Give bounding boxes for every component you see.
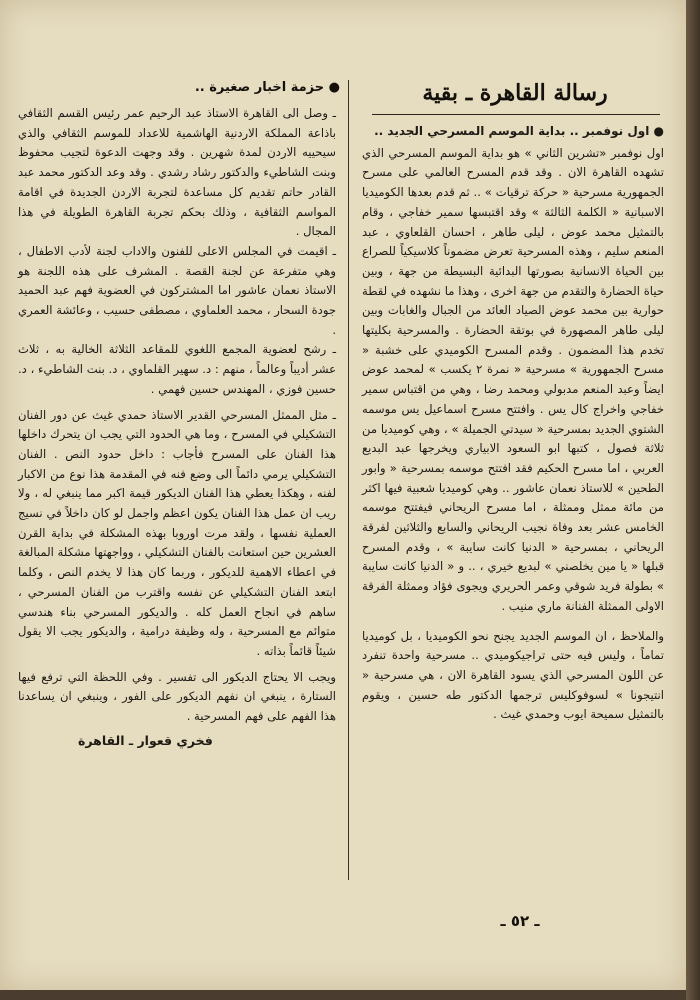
right-column-subhead: ● اول نوفمبر .. بداية الموسم المسرحي الجديد .. <box>374 124 664 138</box>
news-item-4: ـ مثل الممثل المسرحي القدير الاستاذ حمدي غيث عن دور الفنان التشكيلي في المسرح ، وما هي الحدود التي يجب ان يتحرك داخلها هذا الفنان على المسرح فأجاب : داخل حدود النص . الفنان التشكيلي يرمي دائماً الى وضع فنه في المقدمة هذا نوع من الاكبار لفنه ، وهكذا يعطي هذا الفنان الديكور قيمة اكبر مما ينبغي له ، ولا ريب ان عمل هذا الفنان يكون اعظم واجمل لو كان داخلاً في نسيج العملية نفسها ، ولقد مرت اوروبا بهذه المشكلة في بداية القرن العشرين حين استعانت بالفنان التشكيلي ، وواجهتها مشكلة المبالغة في اعطاء الاهمية للديكور ، وربما كان هذا لا يخدم النص ، وكلما ابتعد الفنان التشكيلي عن نفسه واقترب من الفنان المسرحي ، ساهم في انجاح العمل كله . والديكور المسرحي بناء هندسي متوائم مع المسرحية ، وله وظيفة درامية ، والديكور يجب الا يقول شيئاً قائماً بذاته . <box>18 407 336 658</box>
news-item-3: ـ رشح لعضوية المجمع اللغوي للمقاعد الثلاثة الخالية به ، ثلاث عشر أديباً وعالماً ، منهم : د. سهير القلماوي ، د. بنت الشاطيء ، د. حسين فوزي ، المهندس حسين فهمي . <box>18 342 336 396</box>
book-spine <box>686 0 700 1000</box>
page-bottom-edge <box>0 990 686 1000</box>
column-divider <box>348 80 349 880</box>
author-signature: فخري قعوار ـ القاهرة <box>78 732 213 748</box>
right-paragraph-1: اول نوفمبر «تشرين الثاني » هو بداية الموسم المسرحي الذي تشهده القاهرة الان . وقد قدم المسرح العالمي على مسرح الجمهورية مسرحية « حركة ترقيات » .. ثم قدم بعدها الكوميديا الاسبانية « الكلمة الثالثة » وقد اقتبسها سمير خفاجي ، وقام بالتمثيل محمد عوض ، ليلى طاهر ، احسان القلعاوي ، عبد المنعم سليم ، وهذه المسرحية تعرض مضموناً كلاسيكياً للصراع بين الحياة الانسانية بصورتها البدائية البسيطة من جهة ، وبين حياة الحضارة والتقدم من جهة اخرى ، وهذا ما نشهده في لقطة حوارية بين محمد عوض الصياد العائد من الجبال والغابات وبين ليلى طاهر المصهورة في بوتقة الحضارة . والمسرحية بكليتها تخدم هذا المضمون . وقدم المسرح الكوميدي على خشبة « مسرح الجمهورية » مسرحية « نمرة ٢ يكسب » لمحمد عوض ايضاً وعبد المنعم مدبولي ومحمد رضا ، وهي من اقتباس سمير خفاجي واخراج كال يس . وافتتح مسرح اسماعيل يس موسمه الشتوي الجديد بمسرحية « سيدتي الجميلة » ، وهي كوميديا من ثلاثة فصول ، كتبها ابو السعود الابياري ويخرجها عبد البديع العربي ، اما مسرح الحكيم فقد افتتح موسمه بمسرحية « وابور الطحين » للاستاذ نعمان عاشور .. وهي كوميديا شعبية فيها اكثر من مائة ممثل وممثلة ، اما مسرح الريحاني فيفتتح موسمه الخامس عشر بعد وفاة نجيب الريحاني والسابع والثلاثين لفرقة الريحاني ، بمسرحية « الدنيا كانت سايبة » ، وقدم المسرح قبلها « يا مين يخلصني » لبديع خيري ، .. و « الدنيا كانت سايبة » بطولة فريد شوقي وعمر الحريري ويجوى فؤاد وممثلة الفرقة الاولى الممثلة الفنانة ماري منيب . <box>362 145 665 613</box>
news-item-5: ويجب الا يحتاج الديكور الى تفسير . وفي اللحظة التي ترفع فيها الستارة ، ينبغي ان نفهم الديكور على الفور ، وينبغي ان يساعدنا هذا الفهم على فهم المسرحية . <box>18 669 336 724</box>
article-title: رسالة القاهرة ـ بقية <box>422 80 608 106</box>
left-column <box>18 104 336 751</box>
news-section-heading: ● حزمة اخبار صغيرة .. <box>194 80 340 95</box>
news-item-2: ـ اقيمت في المجلس الاعلى للفنون والاداب لجنة لأدب الاطفال ، وهي متفرعة عن لجنة القصة . المشرف على هذه اللجنة هو الاستاذ نعمان عاشور اما المشتركون في العضوية فهم عبد الحميد جودة السحار ، محمد العلماوي ، مصطفى حسيب ، وعائشة العمري . <box>18 243 336 337</box>
title-underline <box>372 114 660 115</box>
right-paragraph-2: والملاحظ ، ان الموسم الجديد يجنح نحو الكوميديا ، بل كوميديا تماماً ، وليس فيه حتى تراجيكوميدي .. مسرحية واحدة تنفرد عن اللون المسرحي الذي يسود القاهرة الان ، هي مسرحية « انتيجونا » لسوفوكليس ترجمها الدكتور طه حسين ، ويقوم بالتمثيل سميحة ايوب وحمدي غيث . <box>362 628 664 722</box>
news-item-1: ـ وصل الى القاهرة الاستاذ عبد الرحيم عمر رئيس القسم الثقافي باذاعة المملكة الاردنية الهاشمية للاعداد للموسم الثقافي والذي سيحييه الاردن لمدة شهرين . وقد وجهت الدعوة لتجيب محفوظ وبنت الشاطيء والدكتور رشاد رشدي . وقد وعد الدكتور محمد عبد القادر حاتم تقديم كل مساعدة لتجربة الاردن الجديدة في اقامة المواسم الثقافية ، وذلك بحكم تجربة القاهرة الطويلة في هذا المجال . <box>18 106 336 239</box>
page-number: ـ ٥٢ ـ <box>500 912 540 930</box>
right-column <box>362 122 664 725</box>
